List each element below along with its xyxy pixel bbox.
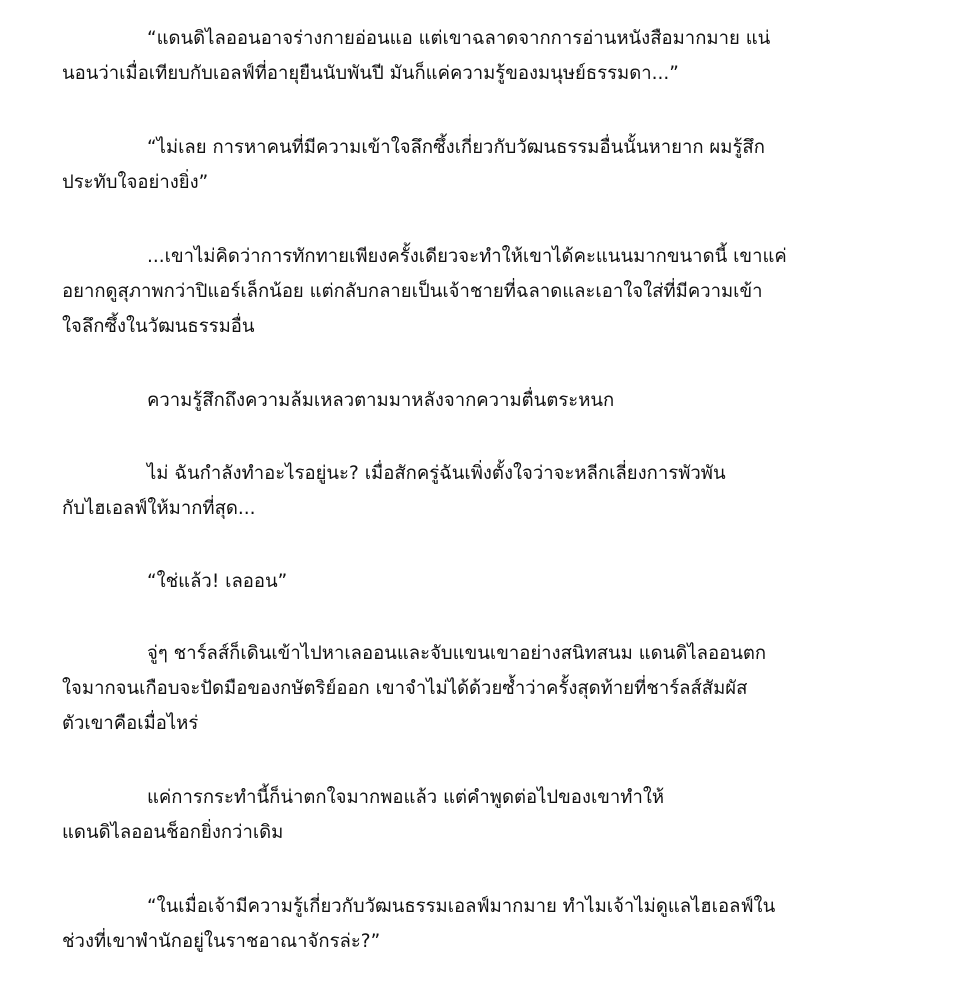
paragraph (62, 889, 882, 959)
text-line: “ใช่แล้ว! เลออน” (147, 571, 288, 592)
paragraph (62, 21, 882, 91)
text-line: ...เขาไม่คิดว่าการทักทายเพียงครั้งเดียวจะทำให้เขาได้คะแนนมากขนาดนี้ เขาแค่ (147, 246, 787, 267)
text-line: ใจมากจนเกือบจะปัดมือของกษัตริย์ออก เขาจำไม่ได้ด้วยซ้ำว่าครั้งสุดท้ายที่ชาร์ลส์สัมผัส (62, 678, 748, 699)
text-line: “ในเมื่อเจ้ามีความรู้เกี่ยวกับวัฒนธรรมเอลฟ์มากมาย ทำไมเจ้าไม่ดูแลไฮเอลฟ์ใน (147, 896, 776, 917)
paragraph (62, 456, 882, 526)
paragraph (62, 239, 882, 344)
paragraph (62, 636, 882, 741)
text-line: กับไฮเอลฟ์ให้มากที่สุด... (62, 498, 256, 519)
text-line: ช่วงที่เขาพำนักอยู่ในราชอาณาจักรล่ะ?” (62, 931, 381, 952)
paragraph (62, 130, 882, 200)
text-line: ตัวเขาคือเมื่อไหร่ (62, 713, 199, 734)
text-line: อยากดูสุภาพกว่าปิแอร์เล็กน้อย แต่กลับกลายเป็นเจ้าชายที่ฉลาดและเอาใจใส่ที่มีความเข้า (62, 281, 763, 302)
text-line: นอนว่าเมื่อเทียบกับเอลฟ์ที่อายุยืนนับพันปี มันก็แค่ความรู้ของมนุษย์ธรรมดา...” (62, 63, 679, 84)
paragraph (62, 780, 882, 850)
text-line: ไม่ ฉันกำลังทำอะไรอยู่นะ? เมื่อสักครู่ฉันเพิ่งตั้งใจว่าจะหลีกเลี่ยงการพัวพัน (147, 463, 726, 484)
text-line: จู่ๆ ชาร์ลส์ก็เดินเข้าไปหาเลออนและจับแขนเขาอย่างสนิทสนม แดนดิไลออนตก (147, 643, 767, 664)
text-line: แค่การกระทำนี้ก็น่าตกใจมากพอแล้ว แต่คำพูดต่อไปของเขาทำให้ (147, 787, 665, 808)
text-line: ประทับใจอย่างยิ่ง” (62, 172, 209, 193)
text-line: “แดนดิไลออนอาจร่างกายอ่อนแอ แต่เขาฉลาดจากการอ่านหนังสือมากมาย แน่ (147, 28, 771, 49)
text-line: “ไม่เลย การหาคนที่มีความเข้าใจลึกซึ้งเกี่ยวกับวัฒนธรรมอื่นนั้นหายาก ผมรู้สึก (147, 137, 765, 158)
text-line: ใจลึกซึ้งในวัฒนธรรมอื่น (62, 316, 255, 337)
text-line: ความรู้สึกถึงความล้มเหลวตามมาหลังจากความตื่นตระหนก (147, 390, 615, 411)
paragraph (62, 383, 882, 418)
text-line: แดนดิไลออนช็อกยิ่งกว่าเดิม (62, 822, 284, 843)
paragraph (62, 564, 882, 599)
